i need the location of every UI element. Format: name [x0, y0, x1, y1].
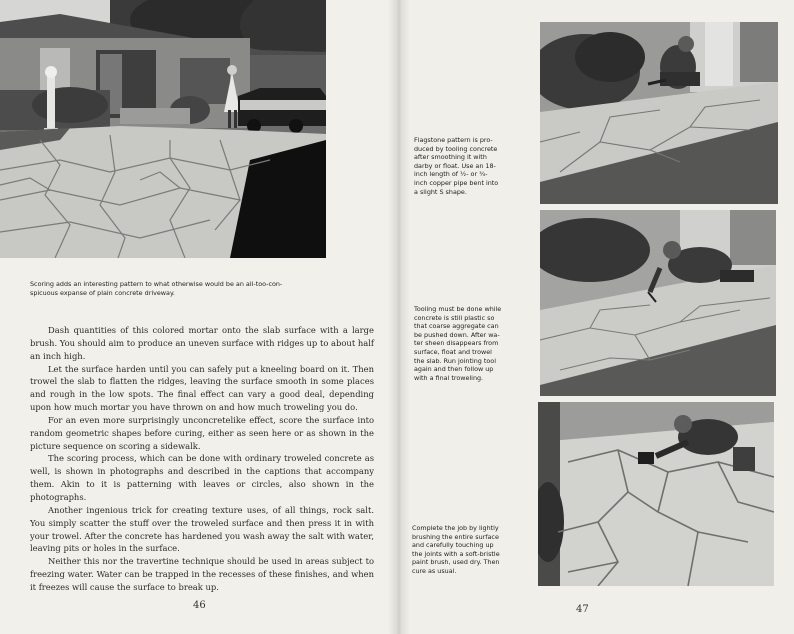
paragraph: Neither this nor the travertine technique should be used in areas subject to freezing water. Water can be trapped in the recesses of these finishes, and when it freezes will cause the surface to break up.: [30, 556, 374, 592]
tooling-caption: Tooling must be done while concrete is still plastic so that coarse aggregate can be pushed down. After wa- ter sheen disappears from surface, float and trowel the slab. Run jointing tool again and then follow up with a final troweling.: [414, 305, 502, 382]
page-number-right: 47: [576, 604, 589, 615]
page-number-left: 46: [193, 600, 206, 611]
paragraph: For an even more surprisingly unconcretelike effect, score the surface into random geometric shapes before curing, either as seen here or as shown in the picture sequence on scoring a sidewalk.: [30, 414, 374, 451]
paragraph: Let the surface harden until you can safely put a kneeling board on it. Then trowel the slab to flatten the ridges, leaving the surface smooth in some places and rough in the low spots. The final effect can vary a good deal, depending upon how much mortar you have thrown on and how much troweling you do.: [30, 363, 374, 413]
right-page: [398, 0, 794, 634]
flagstone-tooling-photo: [540, 22, 778, 204]
brushing-caption: Complete the job by lightly brushing the entire surface and carefully touching up the joints with a soft-bristle paint brush, used dry. Then cure as usual.: [412, 524, 500, 575]
tooling-kneeling-photo: [540, 210, 776, 396]
paragraph: Dash quantities of this colored mortar onto the slab surface with a large brush. You should aim to produce an uneven surface with ridges up to about half an inch high.: [30, 325, 375, 361]
driveway-photo-caption: Scoring adds an interesting pattern to what otherwise would be an all-too-con- spicuous expanse of plain concrete driveway.: [30, 280, 283, 297]
body-text: [30, 324, 374, 594]
brushing-photo: [538, 402, 774, 586]
flagstone-caption: Flagstone pattern is pro- duced by tooling concrete after smoothing it with darby or float. Use an 18- inch length of ½- or ¾- inch copper pipe bent into a slight S shape.: [414, 136, 499, 196]
driveway-photo: [0, 0, 326, 258]
paragraph: The scoring process, which can be done with ordinary troweled concrete as well, is shown in photographs and described in the captions that accompany them. Akin to it is patterning with leaves or circles, also shown in the photographs.: [30, 453, 374, 502]
paragraph: Another ingenious trick for creating texture uses, of all things, rock salt. You simply scatter the stuff over the troweled surface and then press it in with your trowel. After the concrete has hardened you wash away the salt with water, leaving pits or holes in the surface.: [30, 504, 374, 554]
